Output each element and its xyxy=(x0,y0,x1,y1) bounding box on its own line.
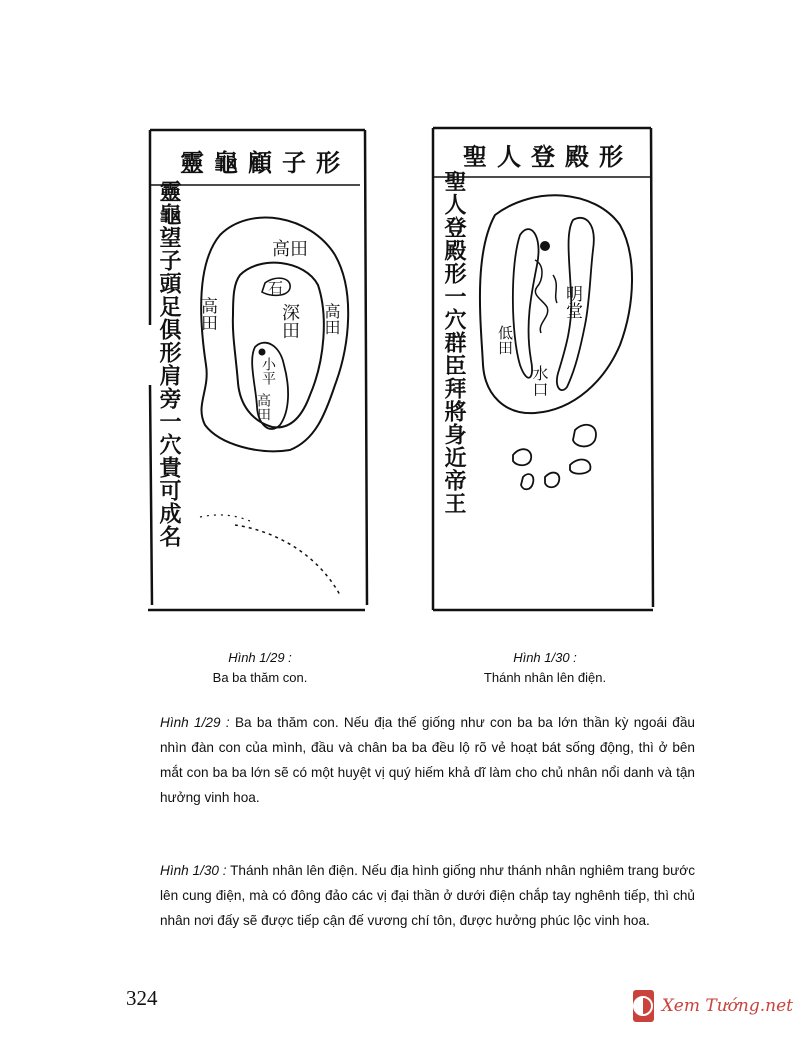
paragraph-1-30 xyxy=(160,858,695,933)
figure-1-30-inscription: 聖人登殿形一穴群臣拜將身近帝王 xyxy=(441,170,467,515)
figure-1-30-title: 聖人登殿形 xyxy=(463,142,633,171)
paragraph-1-30-text: Thánh nhân lên điện. Nếu địa hình giống như thánh nhân nghiêm trang bước lên cung điện, mà có đông đảo các vị đại thần ở dưới điện chắp tay nghênh tiếp, thì chủ nhân nơi đấy sẽ được tiếp cận đế vương chí tôn, được hưởng phúc lộc vinh hoa. xyxy=(160,863,695,928)
watermark-text: Xem Tướng.net xyxy=(661,996,793,1016)
figure-1-30-caption xyxy=(445,648,645,688)
map-label-bright-hall: 明堂 xyxy=(562,285,582,319)
figure-1-29-caption xyxy=(160,648,360,688)
figure-1-30-caption-text: Thánh nhân lên điện. xyxy=(483,670,607,685)
map-label-high-field-left: 高田 xyxy=(197,297,217,331)
map-label-deep-field: 深田 xyxy=(279,303,300,339)
figure-1-29 xyxy=(140,125,380,615)
yin-yang-icon xyxy=(633,990,654,1022)
figure-1-29-inscription: 靈龜望子頭足俱形肩旁一穴貴可成名 xyxy=(156,180,182,548)
paragraph-1-29-text: Ba ba thăm con. Nếu địa thế giống như con ba ba lớn thần kỳ ngoái đầu nhìn đàn con của mình, đầu và chân ba ba đều lộ rõ vẻ hoạt bát sống động, thì ở bên mắt con ba ba lớn sẽ có một huyệt vị quý hiếm khả dĩ làm cho chủ nhân nổi danh và tận hưởng vinh hoa. xyxy=(160,715,695,805)
figure-1-29-title: 靈龜顧子形 xyxy=(180,148,350,177)
figure-1-29-caption-text: Ba ba thăm con. xyxy=(212,670,308,685)
map-label-stone: 石 xyxy=(268,279,284,297)
page-number: 324 xyxy=(126,986,158,1010)
map-label-small-flat: 小平 xyxy=(260,357,276,385)
map-label-high-field-right: 高田 xyxy=(322,303,341,335)
paragraph-1-29 xyxy=(160,710,695,810)
figure-1-30-caption-number: Hình 1/30 : xyxy=(513,650,577,665)
figure-1-30 xyxy=(425,125,660,615)
map-label-high-field-bottom: 高田 xyxy=(255,393,271,421)
map-label-water-mouth: 水口 xyxy=(530,365,549,397)
map-label-low-field: 低田 xyxy=(496,325,514,355)
paragraph-1-30-label: Hình 1/30 : xyxy=(160,863,227,878)
figure-1-29-caption-number: Hình 1/29 : xyxy=(228,650,292,665)
watermark[interactable] xyxy=(633,988,793,1024)
paragraph-1-29-label: Hình 1/29 : xyxy=(160,715,230,730)
map-label-high-field-top: 高田 xyxy=(272,239,308,260)
